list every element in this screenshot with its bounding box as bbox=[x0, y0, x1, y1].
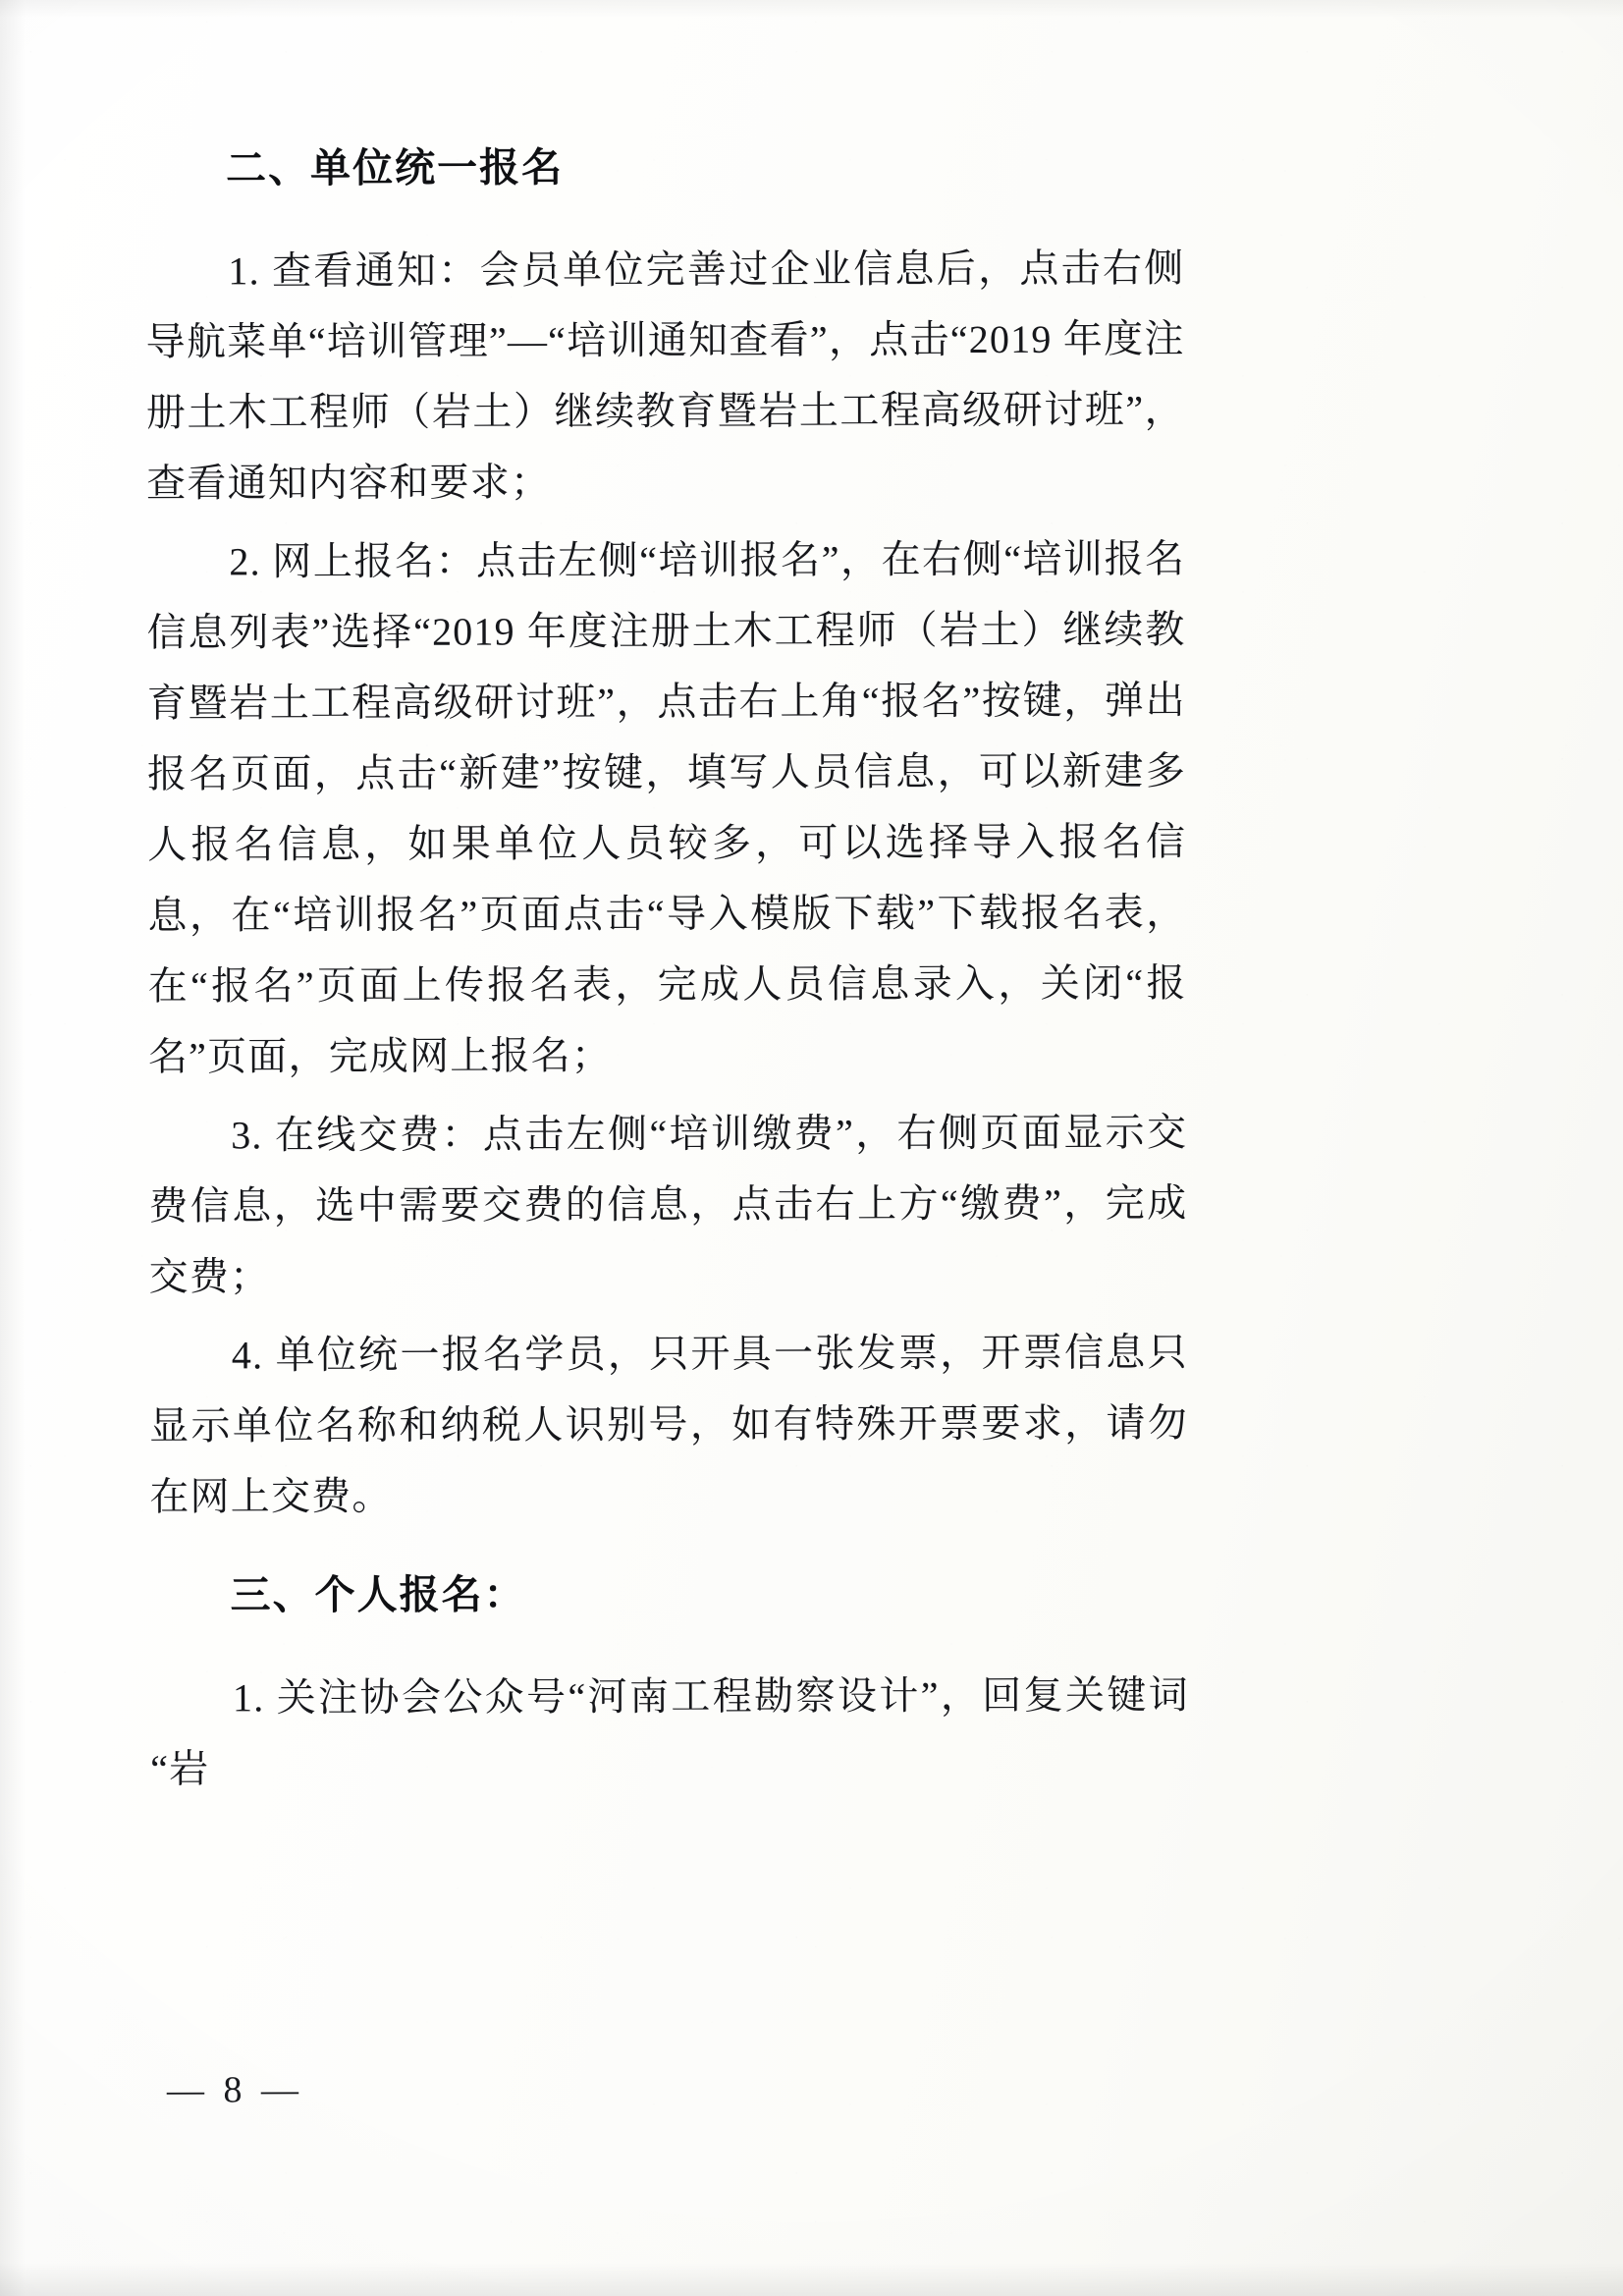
paragraph-item-3-1: 1. 关注协会公众号“河南工程勘察设计”，回复关键词“岩 bbox=[150, 1672, 1190, 1791]
paragraph-item-2-2: 2. 网上报名：点击左侧“培训报名”，在右侧“培训报名信息列表”选择“2019 年度注册土木工程师（岩土）继续教育暨岩土工程高级研讨班”，点击右上角“报名”按键，弹出报名页面，点击“新建”按键，填写人员信息，可以新建多人报名信息，如果单位人员较多，可以选择导入报名信息，在“培训报名”页面点击“导入模版下载”下载报名表，在“报名”页面上传报名表，完成人员信息录入，关闭“报名”页面，完成网上报名； bbox=[146, 536, 1187, 1079]
paragraph-item-2-4: 4. 单位统一报名学员，只开具一张发票，开票信息只显示单位名称和纳税人识别号，如有特殊开票要求，请勿在网上交费。 bbox=[149, 1330, 1189, 1519]
spacer bbox=[145, 186, 1184, 236]
scan-edge-bottom bbox=[0, 2263, 1623, 2296]
scan-edge-left bbox=[0, 0, 26, 2296]
scan-edge-top bbox=[0, 0, 1623, 18]
section-heading-three: 三、个人报名： bbox=[230, 1571, 526, 1618]
section-heading-two: 二、单位统一报名 bbox=[225, 144, 565, 191]
spacer bbox=[150, 1613, 1189, 1663]
spacer bbox=[149, 1529, 1188, 1575]
page-number-footer bbox=[145, 2065, 1184, 2111]
paragraph-item-2-3: 3. 在线交费：点击左侧“培训缴费”，右侧页面显示交费信息，选中需要交费的信息，点击右上方“缴费”，完成交费； bbox=[148, 1110, 1188, 1299]
paragraph-item-2-1: 1. 查看通知：会员单位完善过企业信息后，点击右侧导航菜单“培训管理”—“培训通知查看”，点击“2019 年度注册土木工程师（岩土）继续教育暨岩土工程高级研讨班”，查看通知内容和要求； bbox=[145, 246, 1185, 506]
document-body bbox=[145, 145, 1189, 1804]
page-number-label: — 8 — bbox=[166, 2069, 304, 2111]
